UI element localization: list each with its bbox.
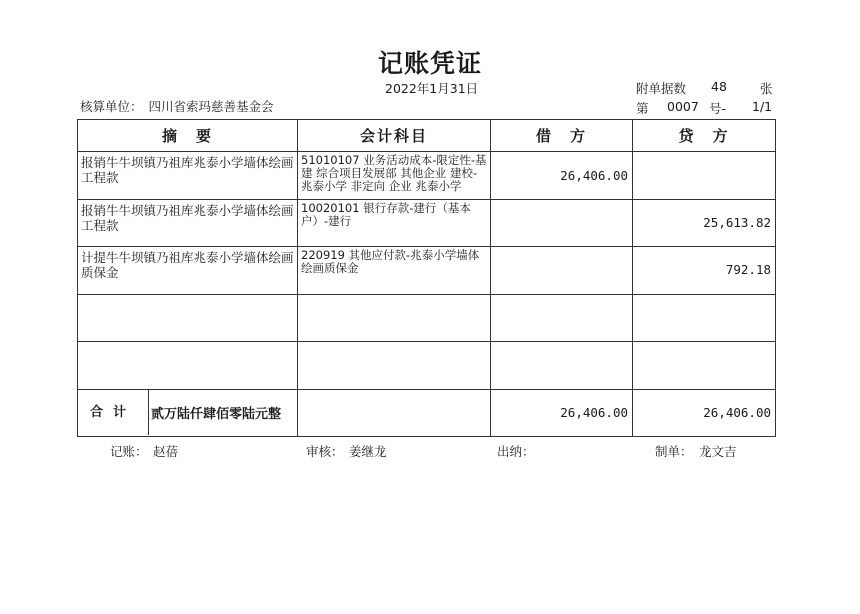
cashier-label: 出纳： [497,444,535,459]
entry-account: 10020101 银行存款-建行（基本户）-建行 [301,200,471,228]
table-row [78,152,776,200]
voucher-date: 2022年1月31日 [385,81,479,96]
preparer-label: 制单： [655,444,693,459]
entry-debit [491,342,632,358]
entry-summary [78,342,297,345]
accounting-unit [80,97,274,115]
entry-credit: 25,613.82 [703,214,771,230]
voucher-number: 0007 [667,99,699,114]
table-header-row [78,120,776,152]
entry-account: 220919 其他应付款-兆泰小学墙体绘画质保金 [301,248,480,275]
entry-debit [491,247,632,263]
attachments-count: 48 [711,79,727,94]
bookkeeper-name: 赵蓓 [153,444,179,459]
entry-summary: 报销牛牛坝镇乃祖库兆泰小学墙体绘画工程款 [81,202,294,233]
table-row [78,294,776,342]
entry-credit [633,152,775,167]
entry-summary: 计提牛牛坝镇乃祖库兆泰小学墙体绘画质保金 [81,250,294,280]
entry-account [298,342,490,344]
page-title: 记账凭证 [377,49,482,78]
entry-credit: 792.18 [725,262,771,277]
entry-summary: 报销牛牛坝镇乃祖库兆泰小学墙体绘画工程款 [81,155,294,185]
entry-summary [78,295,297,298]
reviewer-label: 审核： [306,444,344,459]
total-credit: 26,406.00 [703,405,771,421]
column-header-credit: 贷 方 [633,120,776,152]
entry-debit [491,295,632,311]
page-number: 1/1 [752,99,773,114]
column-header-debit: 借 方 [491,120,633,152]
total-account-cell [298,389,491,437]
entry-debit: 26,406.00 [560,168,628,183]
entry-credit [633,342,775,357]
entry-debit [491,200,632,216]
voucher-table [77,119,776,437]
total-label: 合计 [78,390,149,435]
entry-account [298,295,490,297]
voucher-prefix: 第 [636,101,649,116]
entry-credit [633,295,775,310]
total-row [78,389,776,437]
total-amount-in-words: 贰万陆仟肆佰零陆元整 [151,407,282,423]
preparer-name: 龙文吉 [699,444,737,459]
reviewer-name: 姜继龙 [349,444,387,459]
column-header-account: 会计科目 [298,120,491,152]
unit-label: 核算单位： [80,99,143,114]
voucher-suffix: 号- [709,101,727,116]
table-row [78,199,776,247]
table-row [78,342,776,390]
total-debit: 26,406.00 [560,405,628,421]
table-row [78,247,776,295]
attachments-unit: 张 [760,81,773,96]
attachments-label: 附单据数 [636,81,687,96]
unit-name: 四川省索玛慈善基金会 [148,99,274,114]
column-header-summary: 摘 要 [78,120,298,152]
bookkeeper-label: 记账： [110,444,148,459]
entry-account: 51010107 业务活动成本-限定性-基建 综合项目发展部 其他企业 建校-兆泰小学 非定向 企业 兆泰小学 [301,153,487,193]
